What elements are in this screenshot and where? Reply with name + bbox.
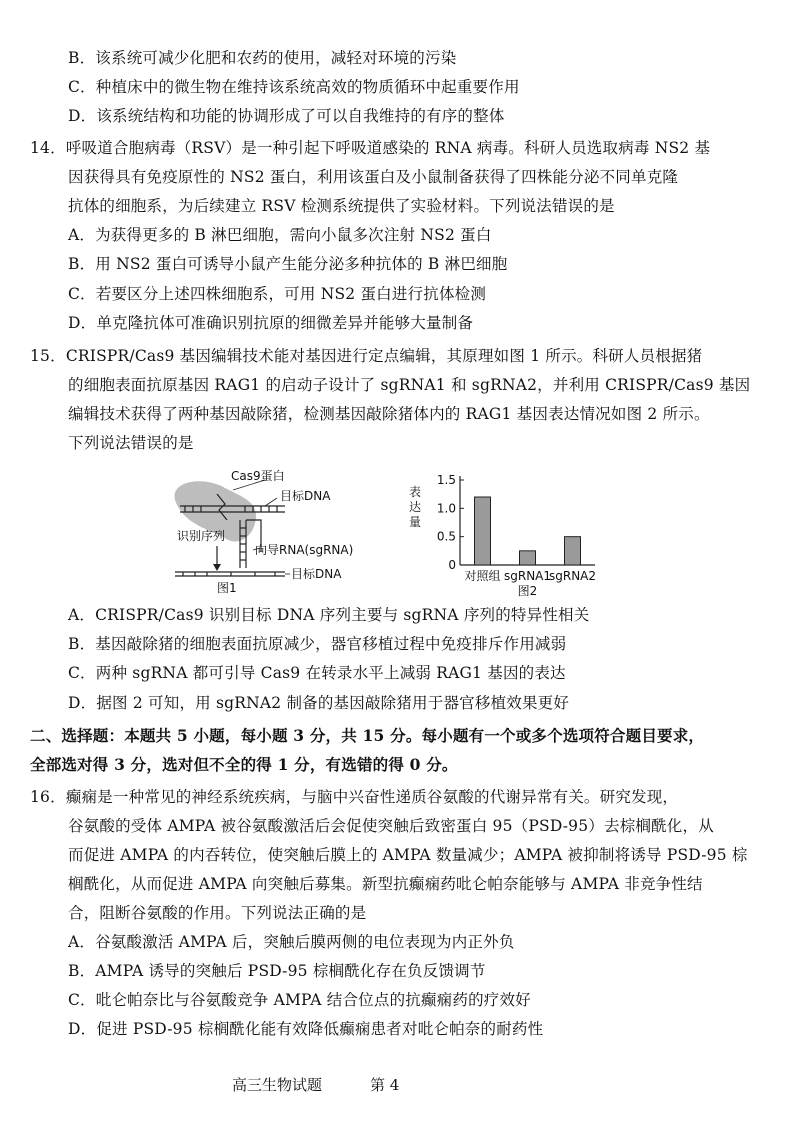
figure-1-caption: 图1 [217,581,237,595]
footer-subject: 高三生物试题 [232,1076,323,1094]
section-2-heading-line-1: 二、选择题：本题共 5 小题，每小题 3 分，共 15 分。每小题有一个或多个选项符合题目要求， [30,726,705,745]
y-tick-label: 0 [448,558,456,572]
q14-stem-line-2: 因获得具有免疫原性的 NS2 蛋白，利用该蛋白及小鼠制备获得了四株能分泌不同单克隆 [68,168,679,186]
figure-2-expression-chart [405,470,605,600]
section-2-heading-line-2: 全部选对得 3 分，选对但不全的得 1 分，有选错的得 0 分。 [30,755,458,774]
q14-option-b: B．用 NS2 蛋白可诱导小鼠产生能分泌多种抗体的 B 淋巴细胞 [68,255,508,273]
q16-stem-line-1: 16．癫痫是一种常见的神经系统疾病，与脑中兴奋性递质谷氨酸的代谢异常有关。研究发现， [30,788,679,806]
footer-page-number: 第 4 [370,1076,400,1094]
cas9-label: Cas9蛋白 [231,469,285,483]
figure-1-crispr-diagram [165,468,395,598]
bar-0 [475,497,491,565]
y-tick-label: 0.5 [436,529,456,544]
bar-2 [565,537,581,565]
q15-stem-line-3: 编辑技术获得了两种基因敲除猪，检测基因敲除猪体内的 RAG1 基因表达情况如图 2 所示。 [68,405,710,423]
y-axis-label-char: 表 [409,485,422,499]
q16-option-a: A．谷氨酸激活 AMPA 后，突触后膜两侧的电位表现为内正外负 [68,933,515,951]
q15-option-c: C．两种 sgRNA 都可引导 Cas9 在转录水平上减弱 RAG1 基因的表达 [68,664,566,682]
x-category-label: sgRNA2 [548,569,597,583]
q13-option-c: C．种植床中的微生物在维持该系统高效的物质循环中起重要作用 [68,78,520,96]
y-tick-label: 1.0 [436,501,456,516]
q16-stem-line-2: 谷氨酸的受体 AMPA 被谷氨酸激活后会促使突触后致密蛋白 95（PSD-95）去棕榈酰化，从 [68,817,714,835]
q14-option-a: A．为获得更多的 B 淋巴细胞，需向小鼠多次注射 NS2 蛋白 [68,226,492,244]
q16-stem-line-4: 榈酰化，从而促进 AMPA 向突触后募集。新型抗癫痫药吡仑帕奈能够与 AMPA 非竞争性结 [68,875,703,893]
q14-option-c: C．若要区分上述四株细胞系，可用 NS2 蛋白进行抗体检测 [68,285,487,303]
q16-option-d: D．促进 PSD-95 棕榈酰化能有效降低癫痫患者对吡仑帕奈的耐药性 [68,1020,544,1038]
bar-1 [520,551,536,565]
q15-stem-line-2: 的细胞表面抗原基因 RAG1 的启动子设计了 sgRNA1 和 sgRNA2，并利用 CRISPR/Cas9 基因 [68,376,751,394]
y-tick-label: 1.5 [436,473,456,487]
q16-option-b: B．AMPA 诱导的突触后 PSD-95 棕榈酰化存在负反馈调节 [68,962,486,980]
q14-stem-line-1: 14．呼吸道合胞病毒（RSV）是一种引起下呼吸道感染的 RNA 病毒。科研人员选取病毒 NS2 基 [30,139,711,157]
q15-option-d: D．据图 2 可知，用 sgRNA2 制备的基因敲除猪用于器官移植效果更好 [68,694,570,712]
q13-option-d: D．该系统结构和功能的协调形成了可以自我维持的有序的整体 [68,107,505,125]
q15-option-b: B．基因敲除猪的细胞表面抗原减少，器官移植过程中免疫排斥作用减弱 [68,635,567,653]
q15-stem-line-1: 15．CRISPR/Cas9 基因编辑技术能对基因进行定点编辑，其原理如图 1 所示。科研人员根据猪 [30,347,703,365]
x-category-label: 对照组 [464,569,501,583]
y-axis-label-char: 达 [409,500,422,514]
target-dna-bottom [175,572,285,576]
x-category-label: sgRNA1 [503,569,552,583]
q15-option-a: A．CRISPR/Cas9 识别目标 DNA 序列主要与 sgRNA 序列的特异性相关 [68,606,590,624]
figure-2-caption: 图2 [517,584,538,598]
q16-stem-line-3: 而促进 AMPA 的内吞转位，使突触后膜上的 AMPA 数量减少；AMPA 被抑制将诱导 PSD-95 棕 [68,846,748,864]
target-dna-label-bottom: 目标DNA [291,567,342,581]
y-axis-label-char: 量 [409,515,422,529]
q15-stem-line-4: 下列说法错误的是 [68,434,194,452]
recognition-sequence-label: 识别序列 [177,529,226,543]
guide-rna-label: 向导RNA(sgRNA) [255,543,354,557]
process-arrow-head [213,564,221,571]
target-dna-label-top: 目标DNA [280,489,331,503]
q13-option-b: B．该系统可减少化肥和农药的使用，减轻对环境的污染 [68,49,457,67]
y-axis-label [409,485,421,529]
q14-stem-line-3: 抗体的细胞系，为后续建立 RSV 检测系统提供了实验材料。下列说法错误的是 [68,197,615,215]
q16-option-c: C．吡仑帕奈比与谷氨酸竞争 AMPA 结合位点的抗癫痫药的疗效好 [68,991,531,1009]
q14-option-d: D．单克隆抗体可准确识别抗原的细微差异并能够大量制备 [68,314,474,332]
q16-stem-line-5: 合，阻断谷氨酸的作用。下列说法正确的是 [68,904,367,922]
